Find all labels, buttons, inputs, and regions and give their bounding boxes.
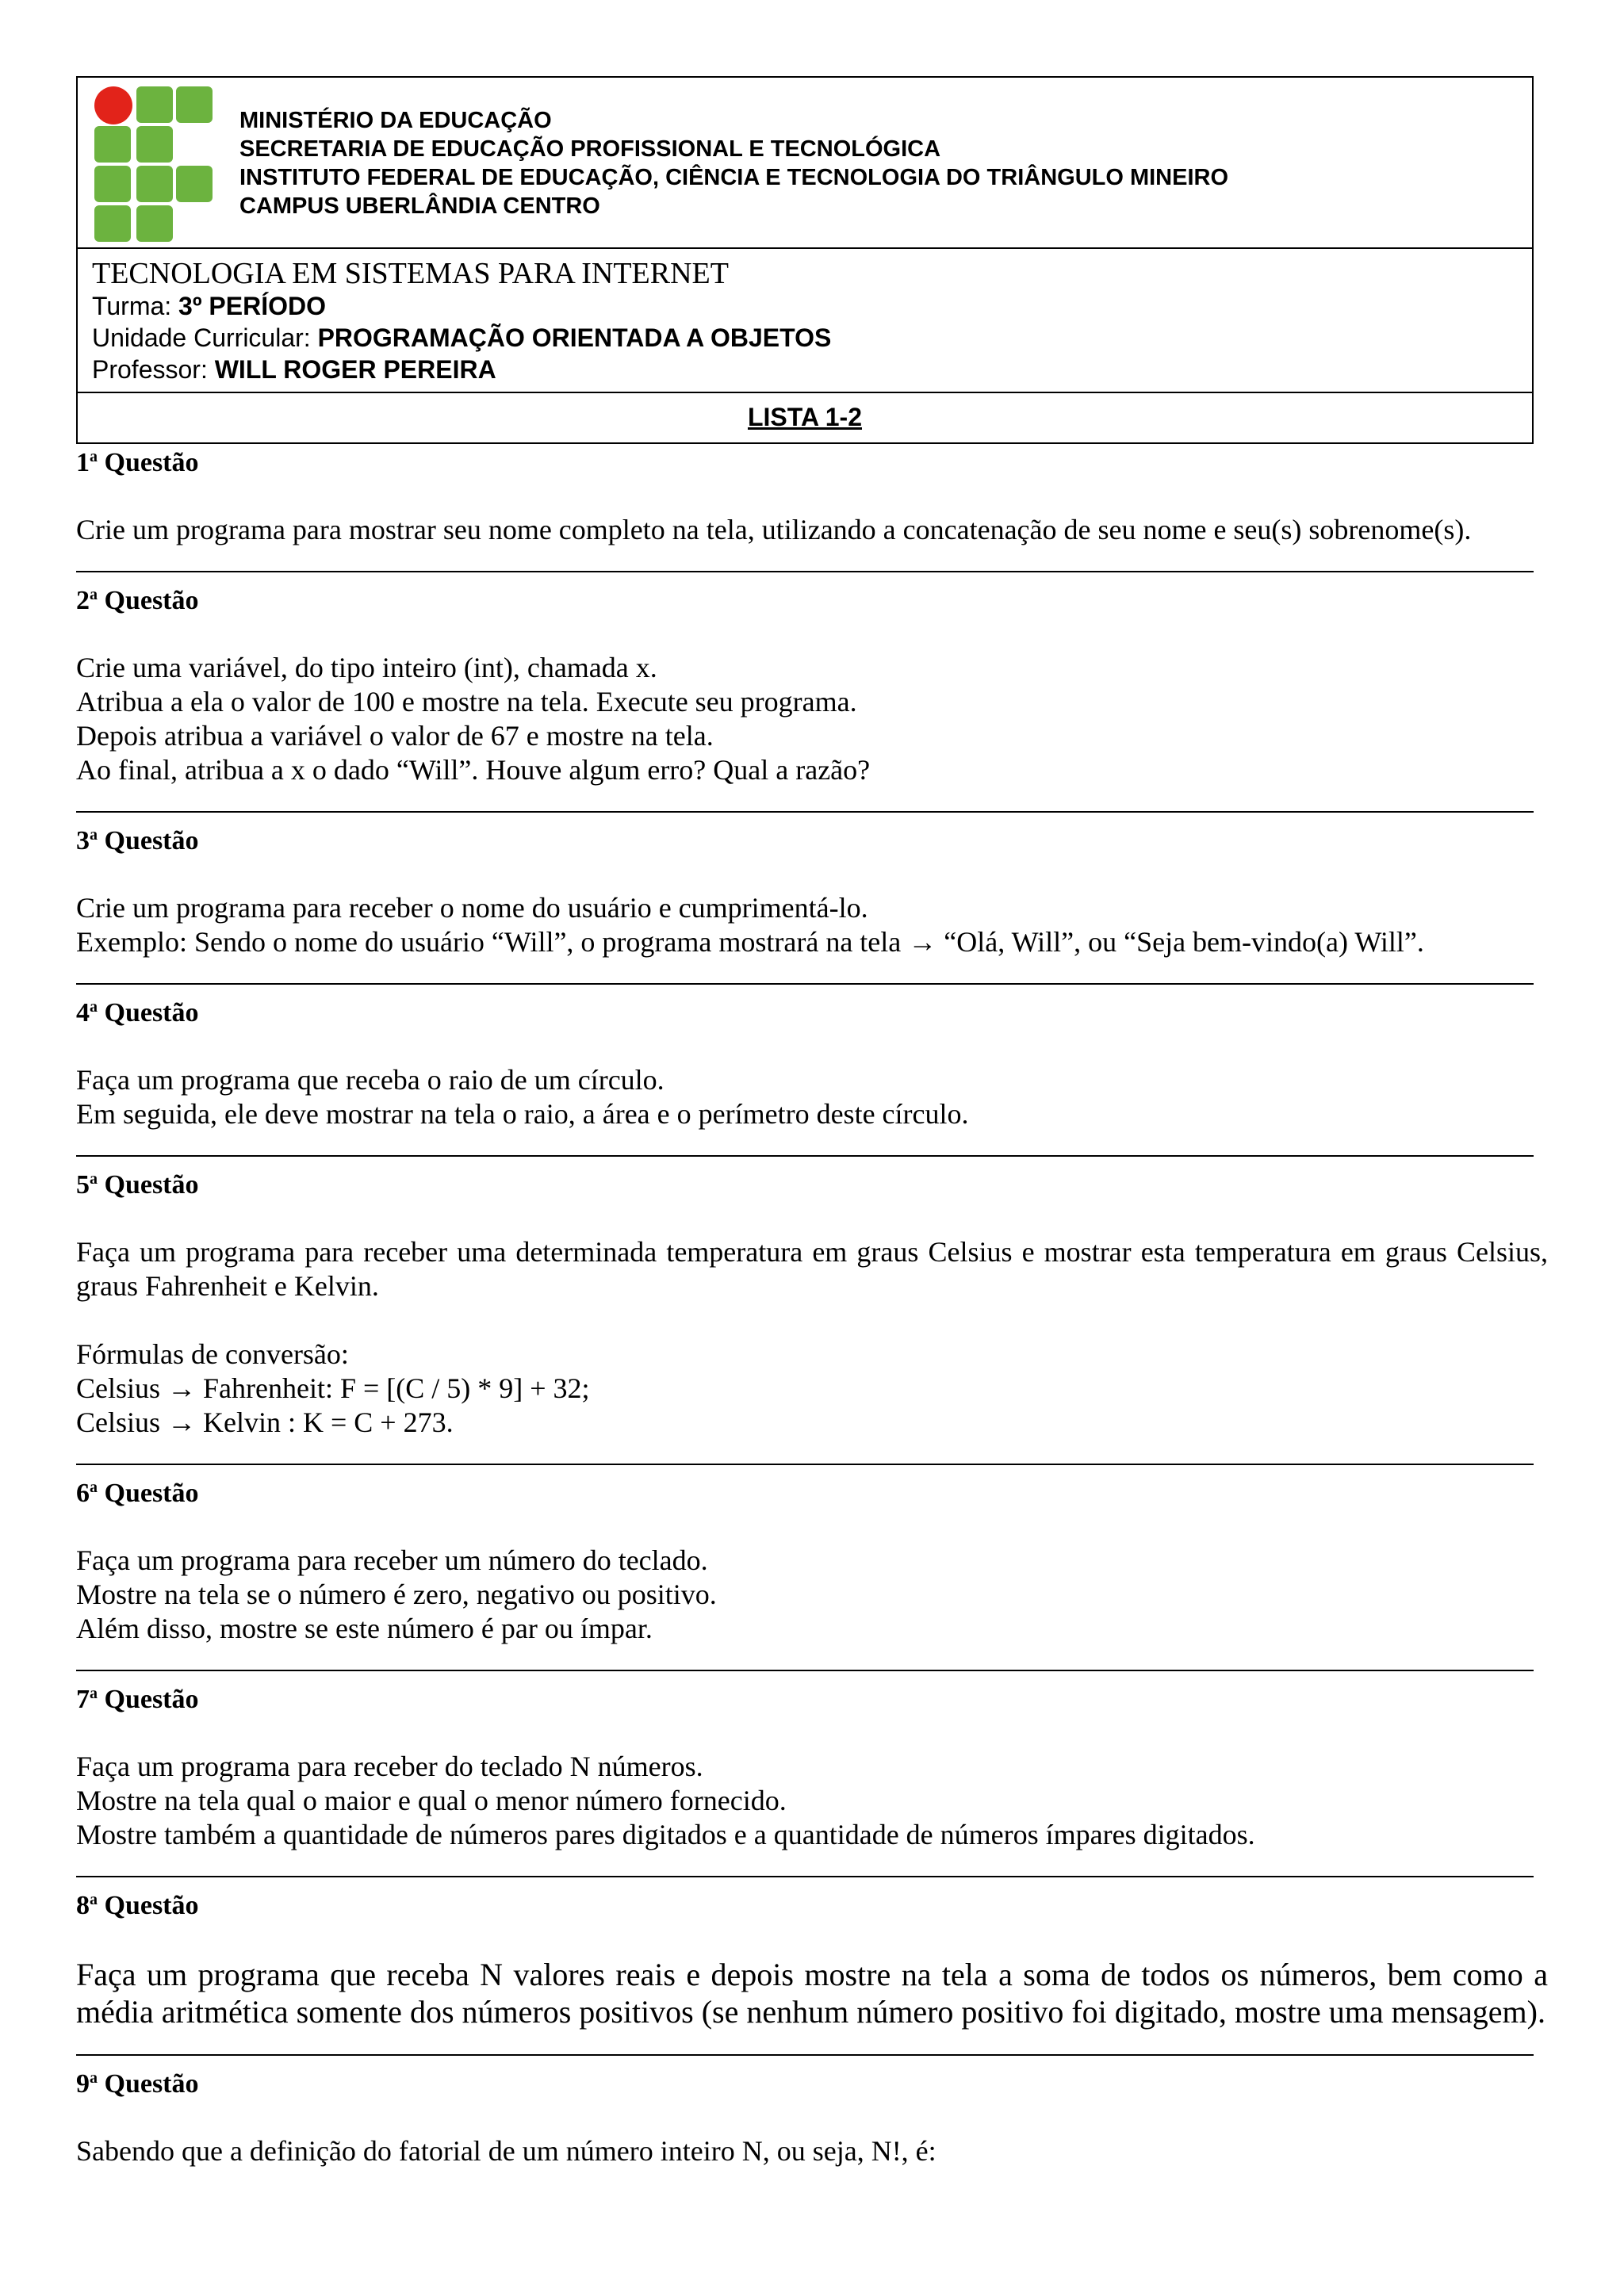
- course-title: TECNOLOGIA EM SISTEMAS PARA INTERNET: [92, 257, 729, 290]
- separator-line: [76, 1670, 1534, 1671]
- institution-line: MINISTÉRIO DA EDUCAÇÃO: [239, 108, 552, 133]
- question-line: Faça um programa que receba N valores reais e depois mostre na tela a soma de todos os números, bem como a média aritmética somente dos números positivos (se nenhum número positivo foi digitado, mostre uma mensagem).: [76, 1957, 1548, 2030]
- unidade-line: [92, 322, 1532, 354]
- question-line: Mostre também a quantidade de números pares digitados e a quantidade de números ímpares digitados.: [76, 1819, 1255, 1850]
- question-title: 9$^a$ Questão: [76, 2069, 199, 2099]
- question-title: 8$^a$ Questão: [76, 1891, 199, 1920]
- question-line: Crie uma variável, do tipo inteiro (int), chamada x.: [76, 652, 657, 683]
- question-body: [76, 513, 1548, 547]
- separator-line: [76, 2054, 1534, 2056]
- question-line: Sabendo que a definição do fatorial de um número inteiro N, ou seja, N!, é:: [76, 2135, 936, 2167]
- separator-line: [76, 811, 1534, 813]
- question-title: 7$^a$ Questão: [76, 1685, 199, 1714]
- question-title: 5$^a$ Questão: [76, 1170, 199, 1200]
- institution-line: SECRETARIA DE EDUCAÇÃO PROFISSIONAL E TECNOLÓGICA: [239, 136, 941, 162]
- turma-line: [92, 290, 1532, 322]
- unidade-value: PROGRAMAÇÃO ORIENTADA A OBJETOS: [317, 323, 832, 352]
- question-3: [76, 825, 1548, 959]
- question-body: [76, 2134, 1548, 2168]
- professor-line: [92, 354, 1532, 385]
- question-body: [76, 1063, 1548, 1131]
- header-box: [76, 76, 1534, 444]
- question-line: Exemplo: Sendo o nome do usuário “Will”, o programa mostrará na tela → “Olá, Will”, ou “Seja bem-vindo(a) Will”.: [76, 926, 1424, 958]
- question-line: Celsius → Kelvin : K = C + 273.: [76, 1406, 454, 1438]
- question-4: [76, 997, 1548, 1131]
- question-title: 4$^a$ Questão: [76, 998, 199, 1027]
- question-8: [76, 1890, 1548, 2030]
- question-line: Faça um programa para receber um número do teclado.: [76, 1544, 708, 1576]
- question-line: Celsius → Fahrenheit: F = [(C / 5) * 9] + 32;: [76, 1372, 590, 1404]
- question-line: Atribua a ela o valor de 100 e mostre na tela. Execute seu programa.: [76, 686, 857, 718]
- course-info-row: [78, 249, 1532, 393]
- question-line: Faça um programa que receba o raio de um círculo.: [76, 1064, 665, 1096]
- question-line: Ao final, atribua a x o dado “Will”. Houve algum erro? Qual a razão?: [76, 754, 871, 786]
- separator-line: [76, 1876, 1534, 1877]
- question-body: [76, 1544, 1548, 1646]
- professor-value: WILL ROGER PEREIRA: [214, 355, 496, 384]
- turma-label: Turma:: [92, 292, 179, 320]
- professor-label: Professor:: [92, 355, 215, 384]
- question-line: Mostre na tela qual o maior e qual o menor número fornecido.: [76, 1785, 787, 1816]
- question-line: Além disso, mostre se este número é par ou ímpar.: [76, 1613, 653, 1644]
- institution-line: INSTITUTO FEDERAL DE EDUCAÇÃO, CIÊNCIA E TECNOLOGIA DO TRIÂNGULO MINEIRO: [239, 165, 1229, 190]
- list-title: LISTA 1-2: [747, 403, 862, 431]
- separator-line: [76, 571, 1534, 572]
- question-line: Crie um programa para mostrar seu nome completo na tela, utilizando a concatenação de seu nome e seu(s) sobrenome(s).: [76, 514, 1472, 545]
- document-page: [76, 76, 1548, 2168]
- institution-row: [78, 78, 1532, 249]
- question-line: Fórmulas de conversão:: [76, 1338, 349, 1370]
- question-line: Faça um programa para receber do teclado N números.: [76, 1751, 703, 1782]
- separator-line: [76, 983, 1534, 985]
- separator-line: [76, 1155, 1534, 1157]
- question-body: [76, 891, 1548, 959]
- question-line: Mostre na tela se o número é zero, negativo ou positivo.: [76, 1578, 717, 1610]
- question-body: [76, 651, 1548, 787]
- separator-line: [76, 1464, 1534, 1465]
- question-9: [76, 2068, 1548, 2168]
- question-1: [76, 447, 1548, 547]
- unidade-label: Unidade Curricular:: [92, 323, 318, 352]
- question-title: 2$^a$ Questão: [76, 586, 199, 615]
- institution-text: [239, 106, 1228, 220]
- question-5: [76, 1169, 1548, 1440]
- question-body: [76, 1235, 1548, 1440]
- question-line: Crie um programa para receber o nome do usuário e cumprimentá-lo.: [76, 892, 868, 924]
- institution-line: CAMPUS UBERLÂNDIA CENTRO: [239, 193, 600, 219]
- question-2: [76, 585, 1548, 787]
- question-intro: Faça um programa para receber uma determinada temperatura em graus Celsius e mostrar esta temperatura em graus Celsius, graus Fahrenheit e Kelvin.: [76, 1236, 1548, 1302]
- question-6: [76, 1478, 1548, 1646]
- question-title: 1$^a$ Questão: [76, 448, 199, 477]
- question-title: 6$^a$ Questão: [76, 1479, 199, 1508]
- turma-value: 3º PERÍODO: [178, 292, 326, 320]
- question-title: 3$^a$ Questão: [76, 826, 199, 855]
- question-body: [76, 1956, 1548, 2030]
- if-logo-icon: [94, 86, 213, 243]
- question-7: [76, 1684, 1548, 1852]
- question-line: Depois atribua a variável o valor de 67 e mostre na tela.: [76, 720, 714, 752]
- question-body: [76, 1750, 1548, 1852]
- question-line: Em seguida, ele deve mostrar na tela o raio, a área e o perímetro deste círculo.: [76, 1098, 969, 1130]
